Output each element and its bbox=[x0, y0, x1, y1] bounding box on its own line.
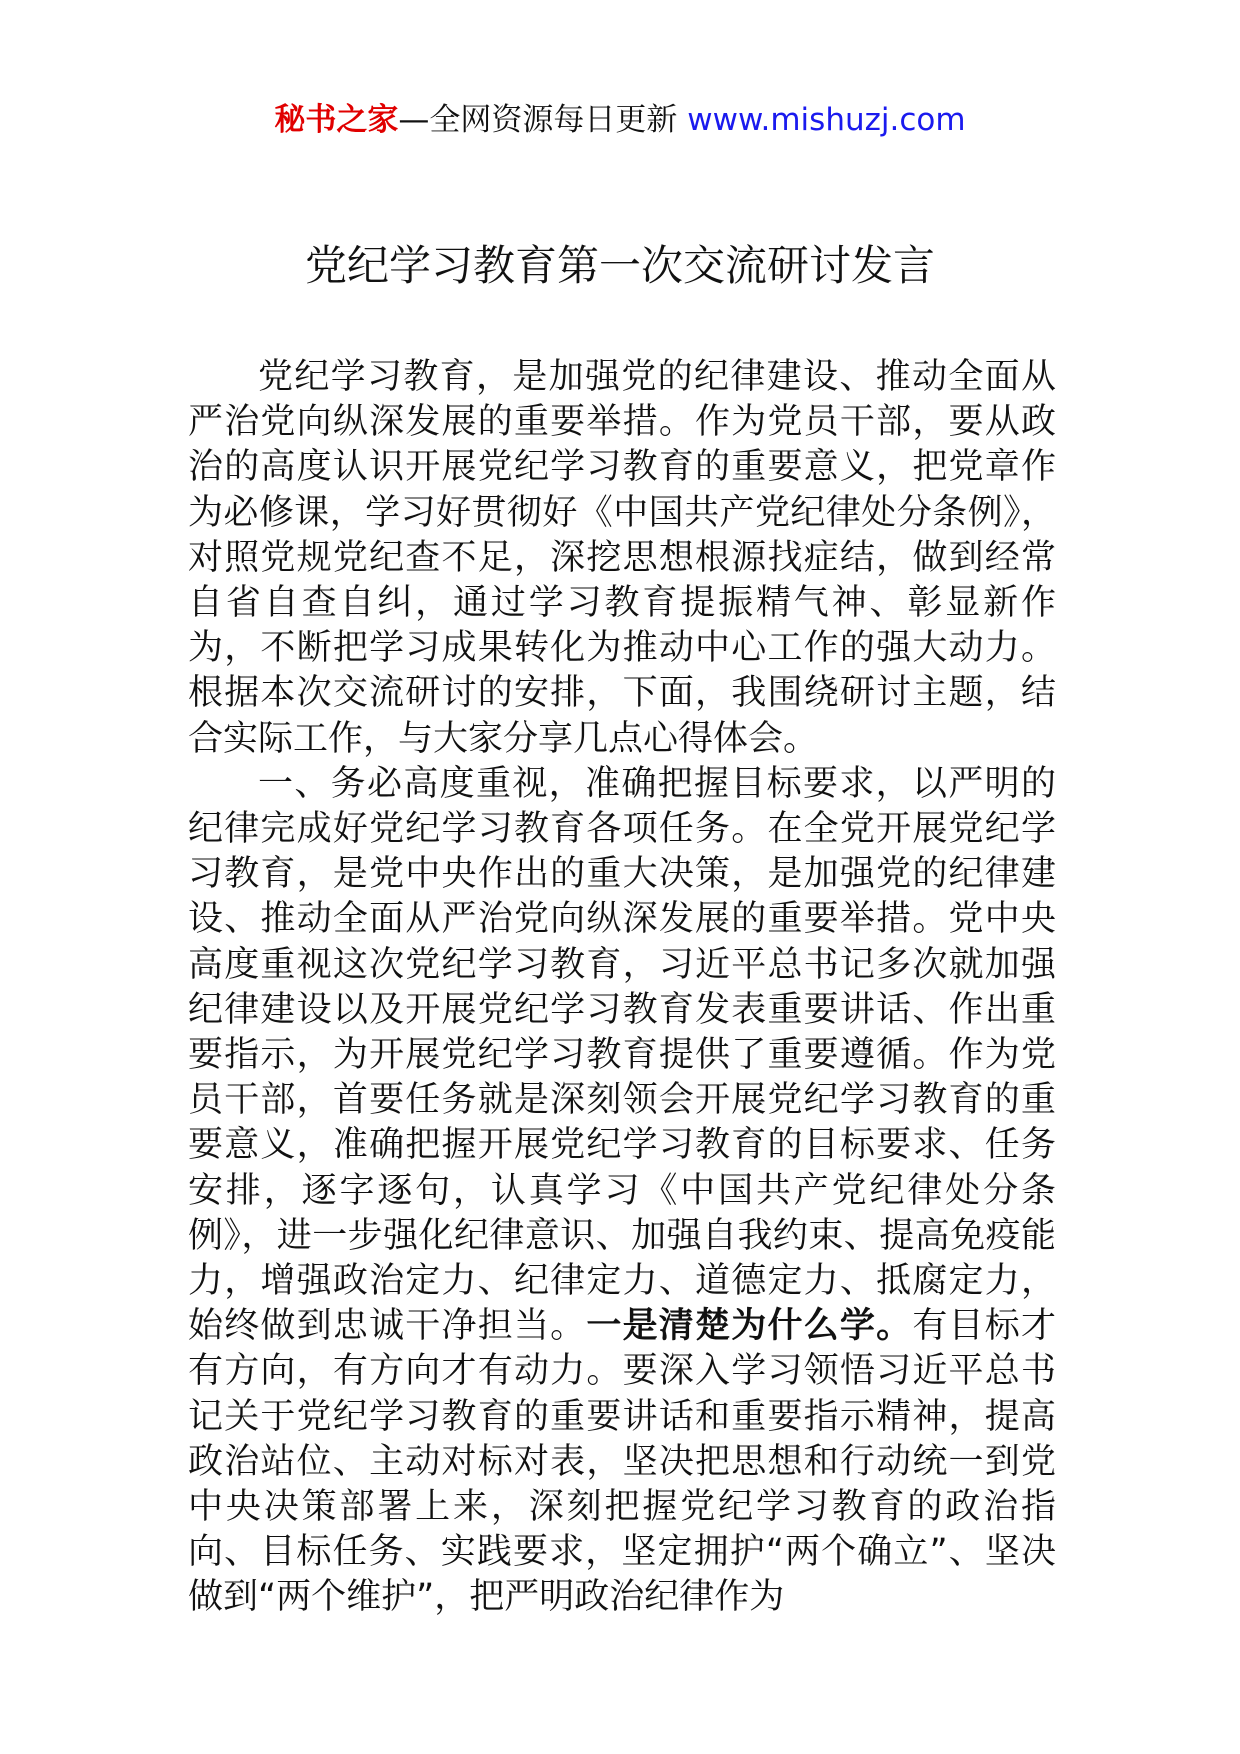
point-one-heading: 一是清楚为什么学。 bbox=[586, 1306, 913, 1347]
point-one-text: 有目标才有方向，有方向才有动力。要深入学习领悟习近平总书记关于党纪学习教育的重要讲话和重要指示精神，提高政治站位、主动对标对表，坚决把思想和行动统一到党中央决策部署上来，深刻把握党纪学习教育的政治指向、目标任务、实践要求，坚定拥护“两个确立”、坚决做到“两个维护”，把严明政治纪律作为 bbox=[188, 1306, 1056, 1618]
document-body bbox=[188, 355, 1056, 1621]
intro-paragraph: 党纪学习教育，是加强党的纪律建设、推动全面从严治党向纵深发展的重要举措。作为党员干部，要从政治的高度认识开展党纪学习教育的重要意义，把党章作为必修课，学习好贯彻好《中国共产党纪律处分条例》，对照党规党纪查不足，深挖思想根源找症结，做到经常自省自查自纠，通过学习教育提振精气神、彰显新作为，不断把学习成果转化为推动中心工作的强大动力。根据本次交流研讨的安排，下面，我围绕研讨主题，结合实际工作，与大家分享几点心得体会。 bbox=[188, 357, 1056, 759]
section-one-paragraph bbox=[188, 762, 1056, 1621]
brand-name: 秘书之家 bbox=[274, 102, 399, 138]
site-url-link[interactable]: www.mishuzj.com bbox=[687, 102, 966, 138]
section-one-heading: 一、务必高度重视，准确把握目标要求，以严明的纪律完成好党纪学习教育各项任务。 bbox=[188, 763, 1056, 850]
site-banner bbox=[0, 100, 1240, 140]
section-one-text: 在全党开展党纪学习教育，是党中央作出的重大决策，是加强党的纪律建设、推动全面从严治党向纵深发展的重要举措。党中央高度重视这次党纪学习教育，习近平总书记多次就加强纪律建设以及开展党纪学习教育发表重要讲话、作出重要指示，为开展党纪学习教育提供了重要遵循。作为党员干部，首要任务就是深刻领会开展党纪学习教育的重要意义，准确把握开展党纪学习教育的目标要求、任务安排，逐字逐句，认真学习《中国共产党纪律处分条例》，进一步强化纪律意识、加强自我约束、提高免疫能力，增强政治定力、纪律定力、道德定力、抵腐定力，始终做到忠诚干净担当。 bbox=[188, 809, 1056, 1347]
banner-slogan: —全网资源每日更新 bbox=[398, 102, 688, 138]
document-title: 党纪学习教育第一次交流研讨发言 bbox=[304, 241, 935, 290]
